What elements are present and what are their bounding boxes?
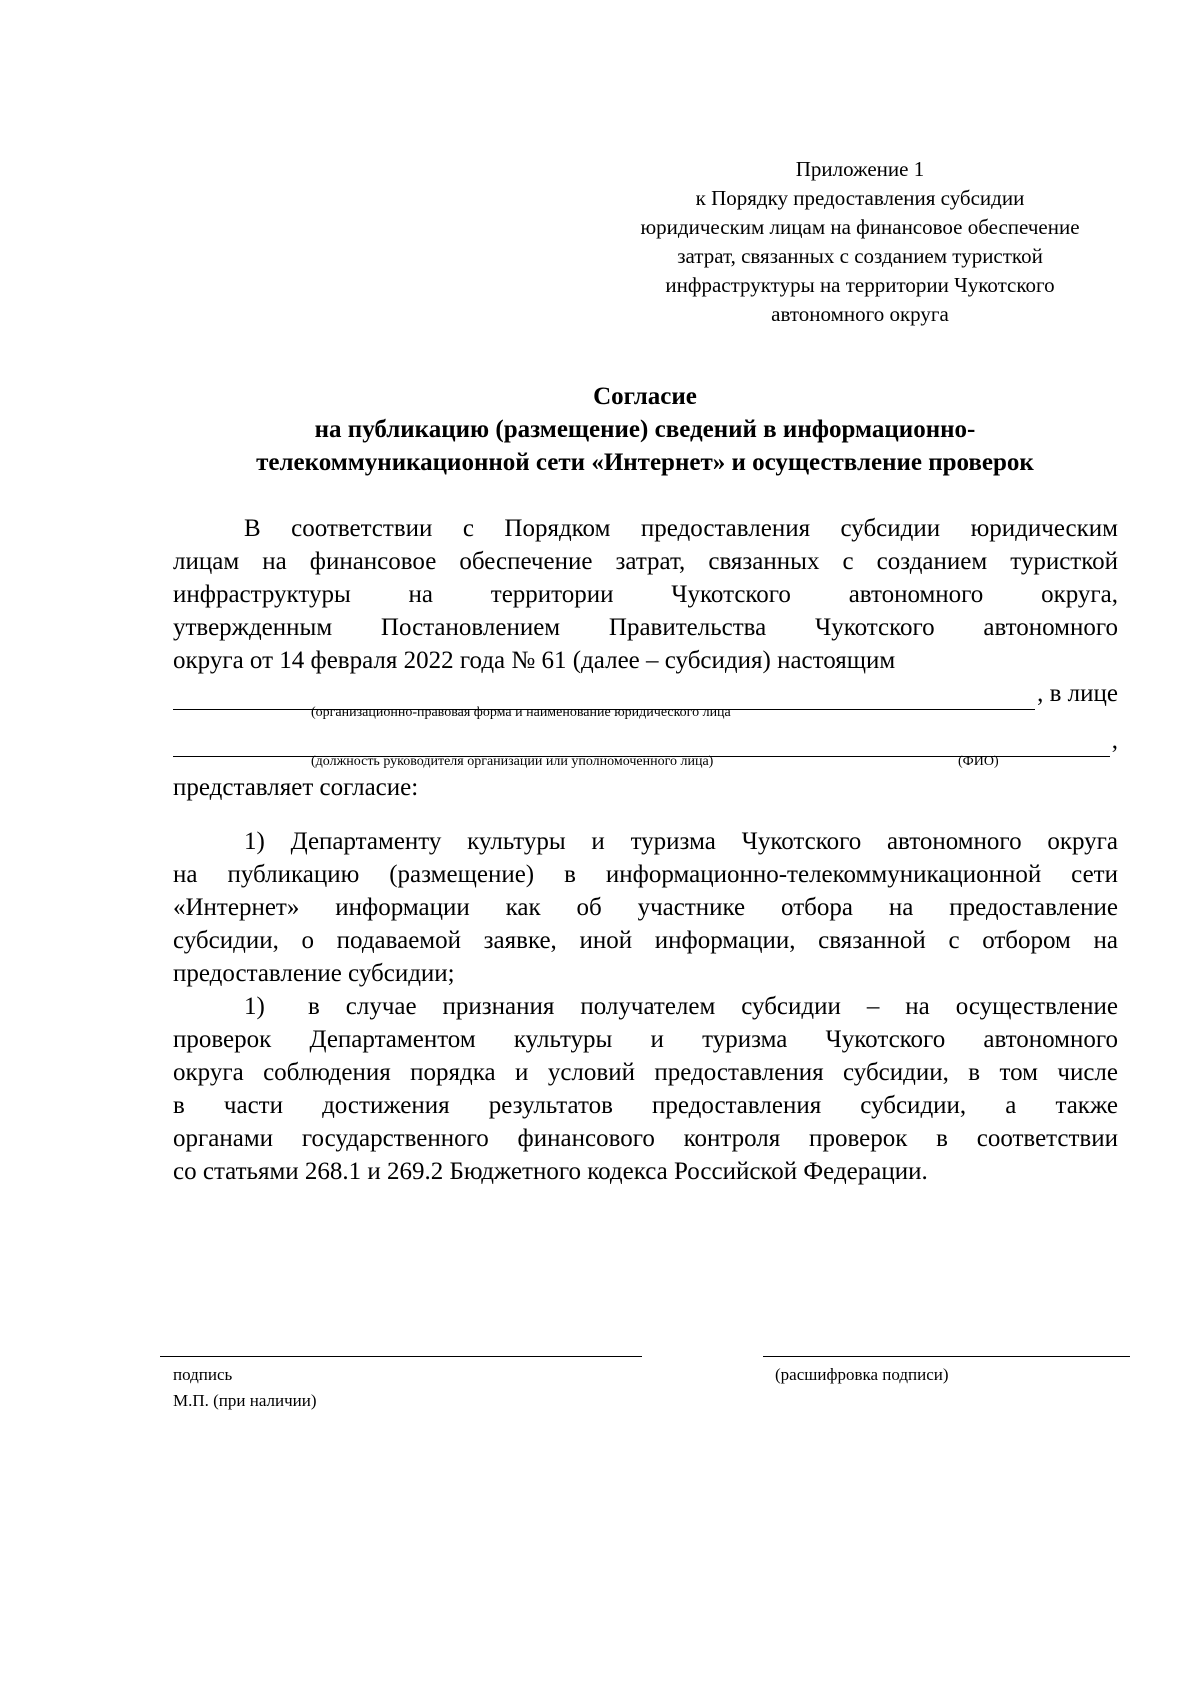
- item-line: на публикацию (размещение) в информационно-телекоммуникационной сети: [173, 861, 1118, 888]
- item-line: «Интернет» информации как об участнике отбора на предоставление: [173, 894, 1118, 921]
- consent-item-1: [173, 825, 1118, 990]
- appendix-header: [600, 155, 1120, 329]
- item-line-text: в случае признания получателем субсидии – на осуществление: [308, 993, 1118, 1020]
- fio-caption: (ФИО): [958, 754, 999, 769]
- title-line: Согласие: [593, 383, 697, 410]
- intro-line: инфраструктуры на территории Чукотского автономного округа,: [173, 581, 1118, 608]
- item-line: предоставление субсидии;: [173, 960, 455, 987]
- consent-item-2: [173, 990, 1118, 1188]
- intro-paragraph: [173, 512, 1118, 677]
- representative-field[interactable]: [173, 724, 1118, 757]
- intro-line: В соответствии с Порядком предоставления субсидии юридическим: [244, 515, 1118, 542]
- signature-decode-line[interactable]: [763, 1356, 1130, 1357]
- intro-line: округа от 14 февраля 2022 года № 61 (далее – субсидия) настоящим: [173, 647, 896, 674]
- intro-line: лицам на финансовое обеспечение затрат, связанных с созданием туристкой: [173, 548, 1118, 575]
- position-caption: (должность руководителя организации или уполномоченного лица): [311, 754, 714, 769]
- appendix-line: автономного округа: [771, 302, 949, 326]
- item-line: проверок Департаментом культуры и туризма Чукотского автономного: [173, 1026, 1118, 1053]
- appendix-line: к Порядку предоставления субсидии: [695, 186, 1025, 210]
- appendix-line: Приложение 1: [795, 157, 925, 181]
- item-line: [173, 990, 1118, 1023]
- appendix-line: затрат, связанных с созданием туристкой: [677, 244, 1043, 268]
- item-line: субсидии, о подаваемой заявке, иной информации, связанной с отбором на: [173, 927, 1118, 954]
- item-line: органами государственного финансового контроля проверок в соответствии: [173, 1125, 1118, 1152]
- consent-text: представляет согласие:: [173, 774, 419, 801]
- item-line: округа соблюдения порядка и условий предоставления субсидии, в том числе: [173, 1059, 1118, 1086]
- signature-label: подпись: [173, 1365, 233, 1384]
- representative-blank[interactable]: [173, 730, 1110, 757]
- item-line: 1) Департаменту культуры и туризма Чукотского автономного округа: [244, 828, 1118, 855]
- organization-name-caption: (организационно-правовая форма и наименование юридического лица: [311, 705, 731, 720]
- appendix-line: инфраструктуры на территории Чукотского: [665, 273, 1055, 297]
- stamp-label: М.П. (при наличии): [173, 1391, 317, 1410]
- title-line: телекоммуникационной сети «Интернет» и осуществление проверок: [256, 449, 1034, 476]
- item-number: 1): [244, 993, 265, 1020]
- signature-decode-label: (расшифровка подписи): [775, 1365, 949, 1384]
- intro-line: утвержденным Постановлением Правительства Чукотского автономного: [173, 614, 1118, 641]
- in-person-text: , в лице: [1037, 680, 1118, 707]
- title-line: на публикацию (размещение) сведений в информационно-: [314, 416, 976, 443]
- item-line: со статьями 268.1 и 269.2 Бюджетного кодекса Российской Федерации.: [173, 1158, 928, 1185]
- appendix-line: юридическим лицам на финансовое обеспечение: [640, 215, 1080, 239]
- document-title: [170, 380, 1120, 479]
- signature-line[interactable]: [160, 1356, 642, 1357]
- comma-text: ,: [1111, 727, 1118, 754]
- item-line: в части достижения результатов предоставления субсидии, а также: [173, 1092, 1118, 1119]
